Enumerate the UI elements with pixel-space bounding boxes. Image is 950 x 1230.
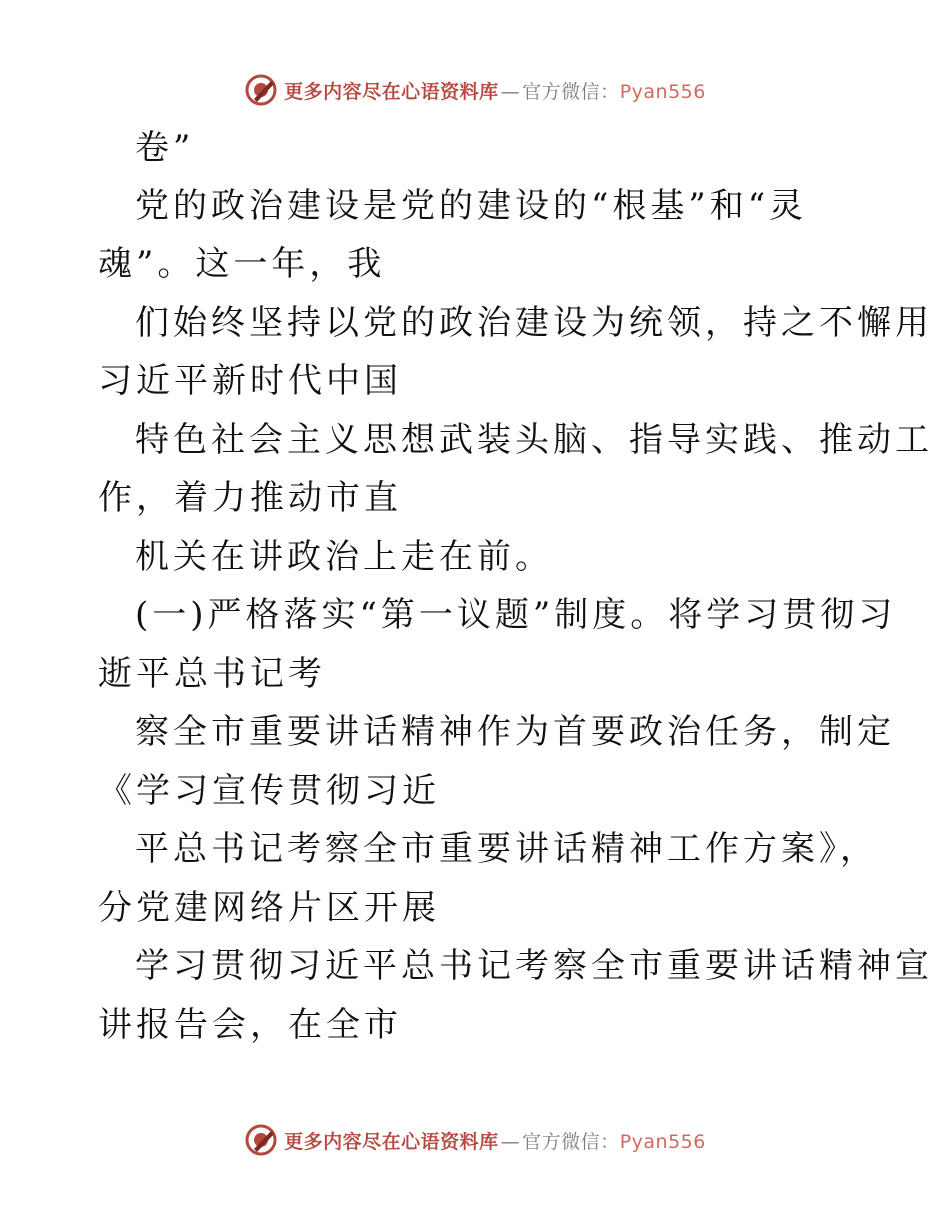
paragraph-line: 习近平新时代中国 (98, 361, 402, 401)
header-watermark (0, 70, 950, 110)
paragraph-line: 逝平总书记考 (98, 654, 326, 694)
paragraph-line: 魂”。这一年，我 (98, 244, 386, 284)
paragraph-line: 分党建网络片区开展 (98, 888, 440, 928)
watermark-wechat-handle: Pyan556 (619, 80, 706, 103)
watermark-text (284, 1127, 706, 1154)
watermark-wechat-handle: Pyan556 (619, 1130, 706, 1153)
paragraph-line: 党的政治建设是党的建设的“根基”和“灵 (135, 186, 808, 226)
paragraph-line: 机关在讲政治上走在前。 (135, 537, 553, 577)
paragraph-line: 讲报告会，在全市 (98, 1005, 402, 1045)
watermark-separator: — (500, 80, 521, 103)
footer-watermark (0, 1120, 950, 1160)
paragraph-line: 察全市重要讲话精神作为首要政治任务，制定 (135, 712, 895, 752)
paragraph-line: 作，着力推动市直 (98, 478, 402, 518)
paragraph-line: 卷” (135, 128, 195, 168)
paragraph-line: 《学习宣传贯彻习近 (98, 771, 440, 811)
paragraph-line: (一)严格落实“第一议题”制度。将学习贯彻习 (135, 595, 897, 635)
paragraph-line: 学习贯彻习近平总书记考察全市重要讲话精神宣 (135, 946, 933, 986)
paragraph-line: 们始终坚持以党的政治建设为统领，持之不懈用 (135, 303, 933, 343)
paragraph-line: 特色社会主义思想武装头脑、指导实践、推动工 (135, 420, 933, 460)
watermark-text (284, 77, 706, 104)
watermark-main: 更多内容尽在心语资料库 (284, 1130, 499, 1153)
watermark-wechat-label: 官方微信： (522, 1130, 620, 1153)
logo-icon (244, 73, 278, 107)
logo-icon (244, 1123, 278, 1157)
watermark-wechat-label: 官方微信： (522, 80, 620, 103)
watermark-main: 更多内容尽在心语资料库 (284, 80, 499, 103)
paragraph-line: 平总书记考察全市重要讲话精神工作方案》， (135, 829, 878, 869)
watermark-separator: — (500, 1130, 521, 1153)
